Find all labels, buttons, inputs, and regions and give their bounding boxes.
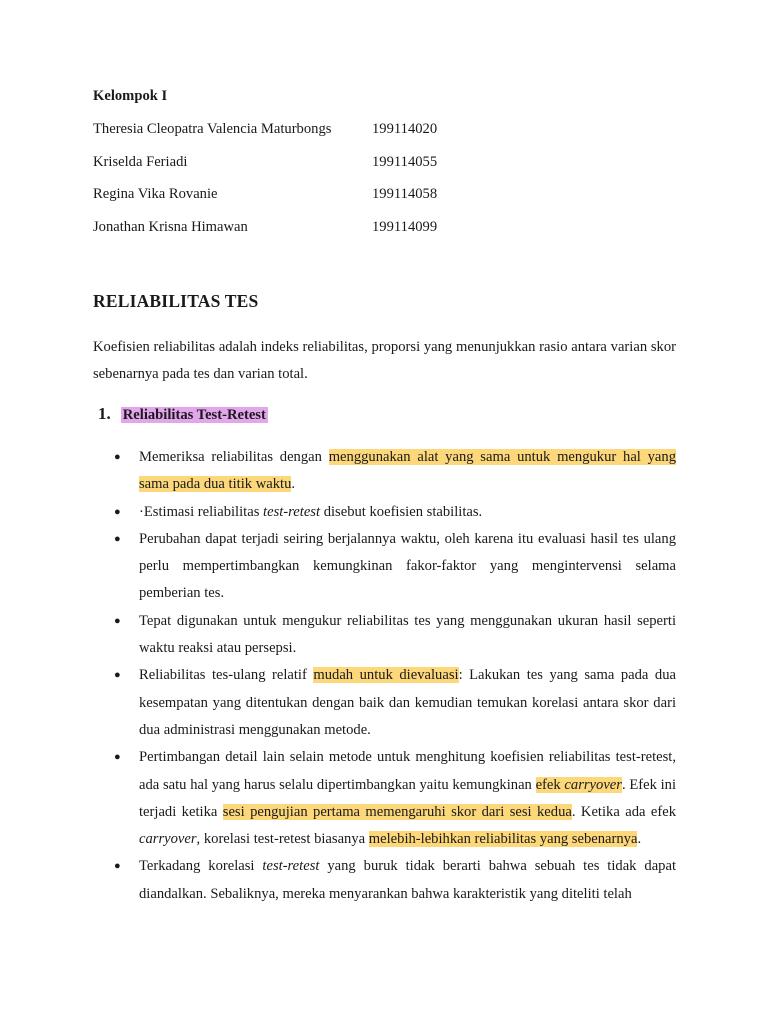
- bullet-icon: ●: [114, 451, 121, 463]
- list-item: ● Reliabilitas tes-ulang relatif mudah untuk dievaluasi: Lakukan tes yang sama pada dua kesempatan yang ditentukan dengan baik dan kemudian temukan korelasi antara skor dari dua administrasi menggunakan metode.: [93, 662, 676, 744]
- member-name: Regina Vika Rovanie: [93, 186, 218, 202]
- list-item: ● Tepat digunakan untuk mengukur reliabilitas tes yang menggunakan ukuran hasil seperti waktu reaksi atau persepsi.: [93, 608, 676, 663]
- list-item: ● Pertimbangan detail lain selain metode untuk menghitung koefisien reliabilitas test-retest, ada satu hal yang harus selalu dipertimbangkan yaitu kemungkinan efek carryover. Efek ini terjadi ketika sesi pengujian pertama memengaruhi skor dari sesi kedua. Ketika ada efek carryover, korelasi test-retest biasanya melebih-lebihkan reliabilitas yang sebenarnya.: [93, 744, 676, 853]
- member-nim: 199114055: [372, 154, 438, 170]
- highlighted-text: melebih-lebihkan reliabilitas yang sebenarnya: [368, 831, 638, 848]
- list-item: ● Perubahan dapat terjadi seiring berjalannya waktu, oleh karena itu evaluasi hasil tes ulang perlu mempertimbangkan kemungkinan fakor-faktor yang mengintervensi selama pemberian tes.: [93, 526, 676, 608]
- highlighted-text: mudah untuk dievaluasi: [313, 667, 459, 684]
- bullet-icon: ●: [114, 614, 121, 627]
- highlighted-text: menggunakan alat yang sama untuk mengukur hal yang sama pada dua titik waktu: [139, 449, 676, 493]
- section-title: [98, 404, 268, 424]
- list-item: ● Terkadang korelasi test-retest yang buruk tidak berarti bahwa sebuah tes tidak dapat diandalkan. Sebaliknya, mereka menyarankan bahwa karakteristik yang diteliti telah: [93, 853, 676, 908]
- member-name: Jonathan Krisna Himawan: [93, 219, 248, 235]
- highlighted-text: efek: [535, 776, 565, 793]
- bullet-icon: ●: [114, 669, 121, 682]
- member-row: [93, 219, 693, 236]
- member-name: Kriselda Feriadi: [93, 154, 188, 170]
- list-item: ● ·Estimasi reliabilitas test-retest disebut koefisien stabilitas.: [93, 499, 676, 526]
- member-name: Theresia Cleopatra Valencia Maturbongs: [93, 121, 332, 137]
- highlighted-text: sesi pengujian pertama memengaruhi skor dari sesi kedua: [222, 803, 572, 820]
- bullet-icon: ●: [114, 505, 121, 518]
- member-row: [93, 186, 693, 203]
- member-nim: 199114099: [372, 219, 438, 235]
- group-title: Kelompok I: [93, 88, 168, 104]
- list-item: ● Memeriksa reliabilitas dengan menggunakan alat yang sama untuk mengukur hal yang sama pada dua titik waktu.: [93, 444, 676, 499]
- bullet-icon: ●: [114, 860, 121, 873]
- section-number: 1.: [98, 404, 111, 423]
- bullet-icon: ●: [114, 532, 121, 545]
- page-heading: RELIABILITAS TES: [93, 291, 259, 311]
- intro-paragraph: Koefisien reliabilitas adalah indeks reliabilitas, proporsi yang menunjukkan rasio antara varian skor sebenarnya pada tes dan varian total.: [93, 339, 676, 382]
- bullet-list: [93, 444, 676, 908]
- member-row: [93, 121, 693, 138]
- section-title-text: Reliabilitas Test-Retest: [122, 407, 266, 423]
- bullet-icon: ●: [114, 751, 121, 764]
- member-nim: 199114058: [372, 186, 438, 202]
- member-row: [93, 154, 693, 171]
- member-nim: 199114020: [372, 121, 438, 137]
- highlighted-text: carryover: [564, 776, 622, 793]
